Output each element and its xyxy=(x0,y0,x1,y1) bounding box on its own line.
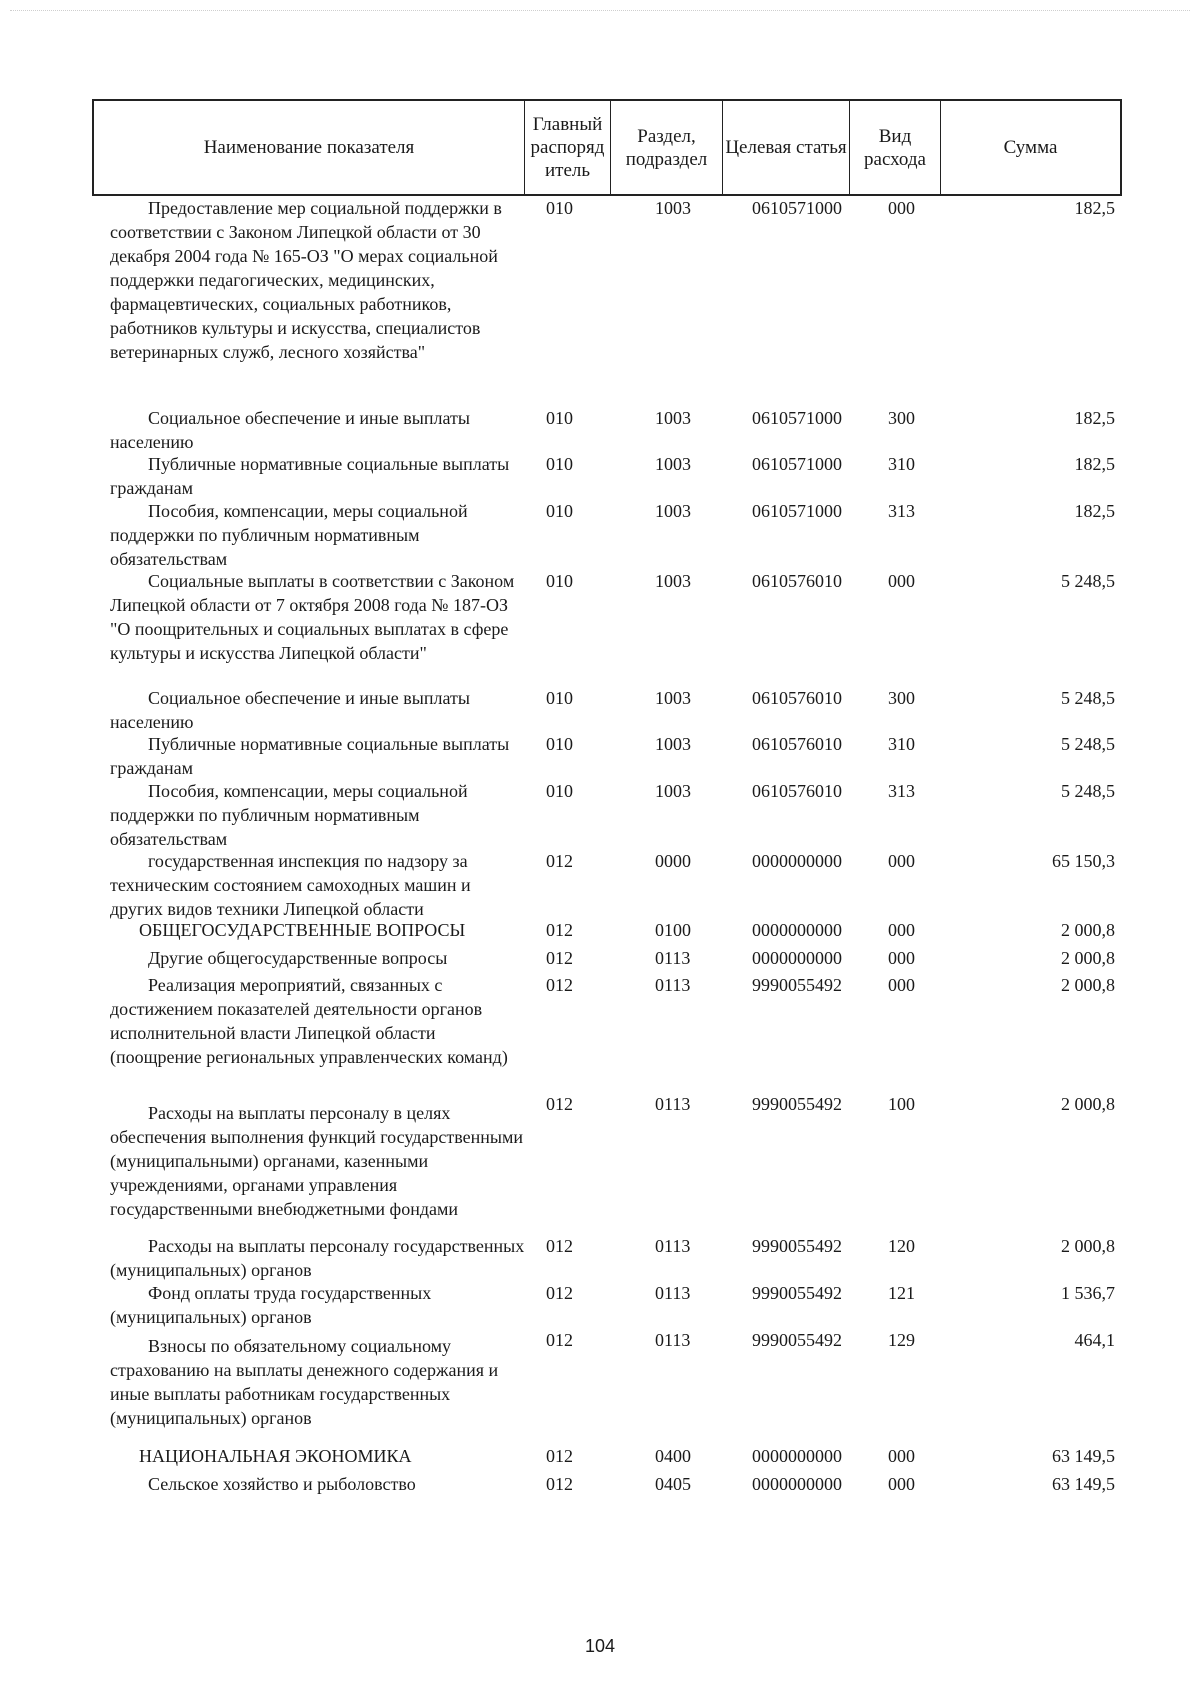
row-summa: 5 248,5 xyxy=(1061,571,1115,591)
row-vid: 313 xyxy=(888,781,915,801)
row-glavny: 012 xyxy=(546,1474,573,1494)
row-summa: 2 000,8 xyxy=(1061,948,1115,968)
row-summa: 5 248,5 xyxy=(1061,781,1115,801)
row-name: государственная инспекция по надзору за техническим состоянием самоходных машин и других видов техники Липецкой области xyxy=(110,851,471,919)
row-vid: 000 xyxy=(888,198,915,218)
row-glavny: 010 xyxy=(546,501,573,521)
row-tselevaya: 0000000000 xyxy=(752,920,842,940)
row-name: Взносы по обязательному социальному страхованию на выплаты денежного содержания и иные выплаты работникам государственных (муниципальных) органов xyxy=(110,1336,499,1428)
row-razdel: 1003 xyxy=(655,781,691,801)
row-glavny: 010 xyxy=(546,734,573,754)
row-name: Пособия, компенсации, меры социальной поддержки по публичным нормативным обязательствам xyxy=(110,501,468,569)
row-glavny: 012 xyxy=(546,948,573,968)
row-name: Социальное обеспечение и иные выплаты населению xyxy=(110,408,470,452)
row-tselevaya: 0000000000 xyxy=(752,948,842,968)
row-razdel: 0113 xyxy=(655,1330,691,1350)
row-razdel: 0113 xyxy=(655,1236,691,1256)
row-tselevaya: 0610571000 xyxy=(752,408,842,428)
row-glavny: 012 xyxy=(546,1330,573,1350)
row-vid: 313 xyxy=(888,501,915,521)
row-vid: 121 xyxy=(888,1283,915,1303)
row-summa: 63 149,5 xyxy=(1052,1474,1115,1494)
row-name: Публичные нормативные социальные выплаты гражданам xyxy=(110,734,510,778)
row-summa: 182,5 xyxy=(1074,198,1115,218)
scan-top-edge xyxy=(10,10,1190,11)
row-glavny: 012 xyxy=(546,1446,573,1466)
row-razdel: 1003 xyxy=(655,454,691,474)
row-razdel: 0113 xyxy=(655,948,691,968)
row-vid: 100 xyxy=(888,1094,915,1114)
row-name: Социальные выплаты в соответствии с Законом Липецкой области от 7 октября 2008 года № 187-ОЗ "О поощрительных и социальных выплатах в сфере культуры и искусства Липецкой области" xyxy=(110,571,515,663)
row-tselevaya: 0610576010 xyxy=(752,688,842,708)
row-tselevaya: 9990055492 xyxy=(752,1236,842,1256)
row-glavny: 010 xyxy=(546,571,573,591)
row-razdel: 0100 xyxy=(655,920,691,940)
row-vid: 000 xyxy=(888,948,915,968)
row-summa: 63 149,5 xyxy=(1052,1446,1115,1466)
row-razdel: 0400 xyxy=(655,1446,691,1466)
row-razdel: 1003 xyxy=(655,501,691,521)
header-glavny: Главный распоряд итель xyxy=(525,101,611,194)
row-glavny: 010 xyxy=(546,781,573,801)
row-summa: 182,5 xyxy=(1074,454,1115,474)
row-name: Реализация мероприятий, связанных с достижением показателей деятельности органов исполнительной власти Липецкой области (поощрение региональных управленческих команд) xyxy=(110,975,508,1067)
row-summa: 1 536,7 xyxy=(1061,1283,1115,1303)
row-tselevaya: 0610576010 xyxy=(752,734,842,754)
row-summa: 464,1 xyxy=(1074,1330,1115,1350)
row-summa: 5 248,5 xyxy=(1061,734,1115,754)
page-number: 104 xyxy=(584,1636,616,1656)
row-name: Пособия, компенсации, меры социальной поддержки по публичным нормативным обязательствам xyxy=(110,781,468,849)
row-vid: 300 xyxy=(888,688,915,708)
row-name: Расходы на выплаты персоналу государственных (муниципальных) органов xyxy=(110,1236,525,1280)
row-summa: 65 150,3 xyxy=(1052,851,1115,871)
row-tselevaya: 9990055492 xyxy=(752,975,842,995)
header-name: Наименование показателя xyxy=(94,101,525,194)
row-vid: 000 xyxy=(888,571,915,591)
row-tselevaya: 0610576010 xyxy=(752,781,842,801)
row-vid: 000 xyxy=(888,975,915,995)
row-tselevaya: 0610571000 xyxy=(752,454,842,474)
row-summa: 182,5 xyxy=(1074,501,1115,521)
row-summa: 2 000,8 xyxy=(1061,975,1115,995)
row-name: Фонд оплаты труда государственных (муниципальных) органов xyxy=(110,1283,432,1327)
row-tselevaya: 9990055492 xyxy=(752,1094,842,1114)
row-vid: 300 xyxy=(888,408,915,428)
row-razdel: 1003 xyxy=(655,571,691,591)
row-razdel: 0405 xyxy=(655,1474,691,1494)
header-razdel: Раздел, подраздел xyxy=(611,101,723,194)
row-glavny: 010 xyxy=(546,408,573,428)
row-glavny: 010 xyxy=(546,454,573,474)
row-tselevaya: 0000000000 xyxy=(752,851,842,871)
row-name: Предоставление мер социальной поддержки в соответствии с Законом Липецкой области от 30 декабря 2004 года № 165-ОЗ "О мерах социальной поддержки педагогических, медицинских, фармацевтических, социальных работников, работников культуры и искусства, специалистов ветеринарных служб, лесного хозяйства" xyxy=(110,198,502,362)
row-tselevaya: 0000000000 xyxy=(752,1474,842,1494)
header-vid: Вид расхода xyxy=(850,101,941,194)
row-vid: 000 xyxy=(888,920,915,940)
row-glavny: 012 xyxy=(546,1094,573,1114)
row-name: Расходы на выплаты персоналу в целях обеспечения выполнения функций государственными (муниципальными) органами, казенными учреждениями, органами управления государственными внебюджетными фондами xyxy=(110,1103,524,1219)
row-vid: 000 xyxy=(888,1474,915,1494)
row-tselevaya: 0610571000 xyxy=(752,198,842,218)
row-vid: 129 xyxy=(888,1330,915,1350)
row-razdel: 1003 xyxy=(655,734,691,754)
row-summa: 2 000,8 xyxy=(1061,1094,1115,1114)
row-summa: 182,5 xyxy=(1074,408,1115,428)
row-name: Социальное обеспечение и иные выплаты населению xyxy=(110,688,470,732)
header-summa: Сумма xyxy=(1003,137,1058,158)
header-tselevaya: Целевая статья xyxy=(723,101,850,194)
row-razdel: 1003 xyxy=(655,198,691,218)
row-name: НАЦИОНАЛЬНАЯ ЭКОНОМИКА xyxy=(139,1446,412,1466)
row-summa: 5 248,5 xyxy=(1061,688,1115,708)
row-name: Сельское хозяйство и рыболовство xyxy=(148,1474,416,1494)
row-razdel: 1003 xyxy=(655,408,691,428)
row-name: Другие общегосударственные вопросы xyxy=(148,948,448,968)
row-tselevaya: 0610576010 xyxy=(752,571,842,591)
row-glavny: 012 xyxy=(546,1283,573,1303)
row-glavny: 012 xyxy=(546,851,573,871)
table-header xyxy=(92,99,1122,196)
row-glavny: 012 xyxy=(546,1236,573,1256)
row-glavny: 012 xyxy=(546,920,573,940)
row-vid: 310 xyxy=(888,734,915,754)
row-razdel: 0000 xyxy=(655,851,691,871)
row-tselevaya: 0610571000 xyxy=(752,501,842,521)
row-tselevaya: 9990055492 xyxy=(752,1283,842,1303)
row-summa: 2 000,8 xyxy=(1061,1236,1115,1256)
row-vid: 120 xyxy=(888,1236,915,1256)
row-razdel: 1003 xyxy=(655,688,691,708)
row-razdel: 0113 xyxy=(655,1283,691,1303)
row-glavny: 010 xyxy=(546,198,573,218)
row-vid: 310 xyxy=(888,454,915,474)
row-tselevaya: 0000000000 xyxy=(752,1446,842,1466)
row-razdel: 0113 xyxy=(655,1094,691,1114)
row-vid: 000 xyxy=(888,1446,915,1466)
row-tselevaya: 9990055492 xyxy=(752,1330,842,1350)
row-glavny: 012 xyxy=(546,975,573,995)
row-summa: 2 000,8 xyxy=(1061,920,1115,940)
row-vid: 000 xyxy=(888,851,915,871)
row-name: Публичные нормативные социальные выплаты гражданам xyxy=(110,454,510,498)
row-name: ОБЩЕГОСУДАРСТВЕННЫЕ ВОПРОСЫ xyxy=(139,920,466,940)
row-glavny: 010 xyxy=(546,688,573,708)
row-razdel: 0113 xyxy=(655,975,691,995)
